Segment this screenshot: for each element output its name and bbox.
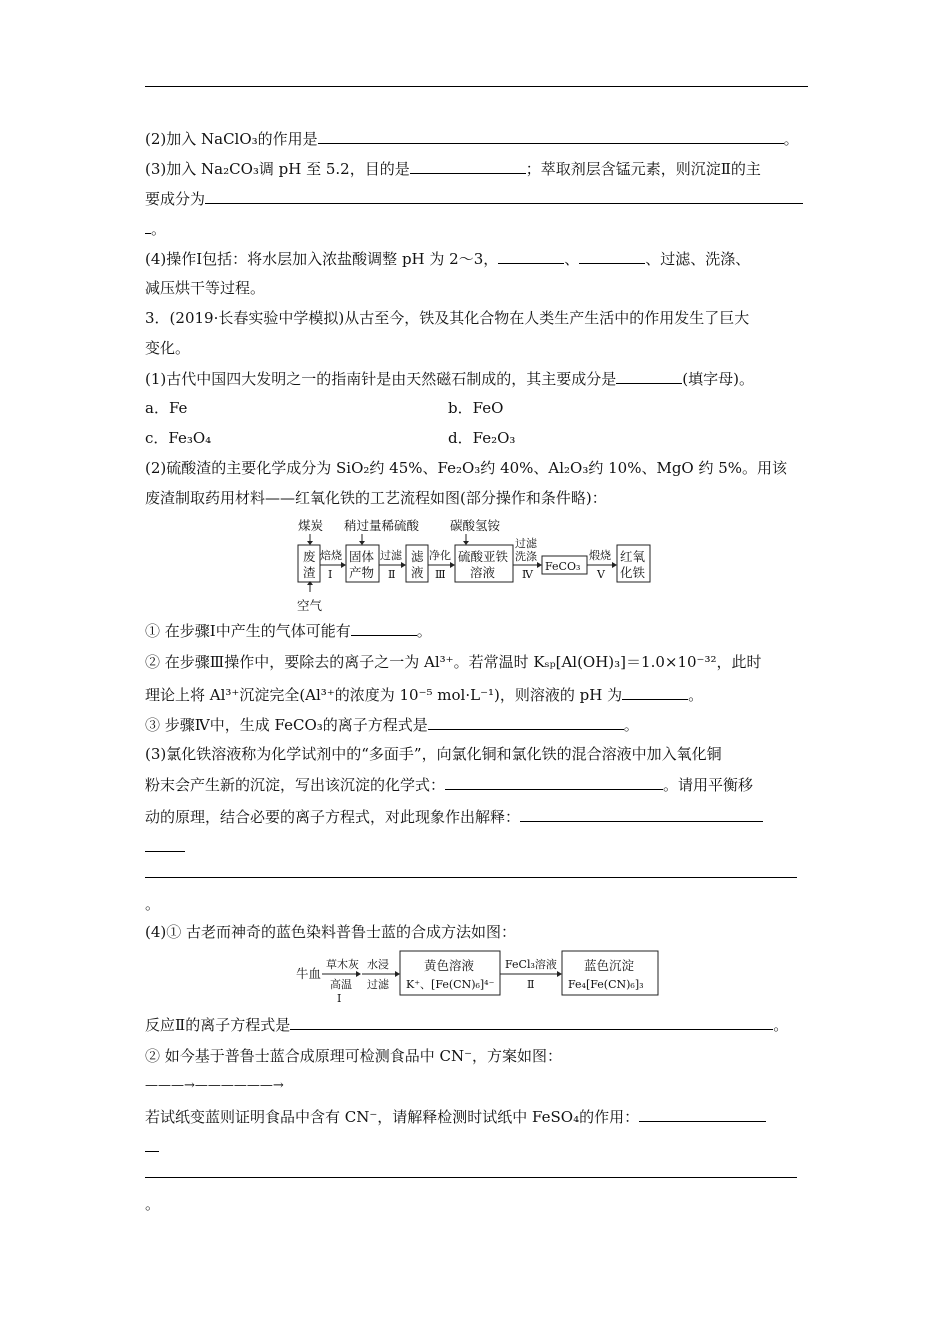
- answer-blank[interactable]: [445, 774, 663, 790]
- q2-text: (2)加入 NaClO₃的作用是: [145, 130, 318, 148]
- flow-label-acid: 稍过量稀硫酸: [344, 518, 420, 533]
- option-a: a．Fe: [145, 399, 188, 417]
- flow2-a2-top: 水浸: [367, 958, 389, 971]
- q3-intro-text-cont: 变化。: [145, 339, 191, 357]
- box-feso4-2: 溶液: [470, 565, 496, 580]
- q4-part2-text: ② 如今基于普鲁士蓝合成原理可检测食品中 CN⁻，方案如图：: [145, 1047, 563, 1065]
- answer-blank[interactable]: [145, 836, 185, 852]
- q3-period: 。: [151, 220, 167, 238]
- flow2-start: 牛血: [296, 966, 322, 981]
- step3-question-cont: [145, 684, 703, 705]
- flow2-a1-bot1: 高温: [330, 978, 352, 991]
- q3-part3: [145, 744, 722, 764]
- step1-question: [145, 620, 432, 641]
- q3-intro-text: 3．(2019·长春实验中学模拟)从古至今，铁及其化合物在人类生产生活中的作用发生了巨大: [145, 309, 750, 327]
- q3-part3-cont: [145, 774, 753, 795]
- arrow-filter: 过滤: [380, 549, 402, 562]
- answer-blank[interactable]: [520, 806, 763, 822]
- flow-label-nh4hco3: 碳酸氢铵: [450, 518, 501, 533]
- step4-text: ③ 步骤Ⅳ中，生成 FeCO₃的离子方程式是: [145, 716, 428, 734]
- answer-line[interactable]: [145, 1177, 797, 1178]
- q4-text: (4)操作Ⅰ包括：将水层加入浓盐酸调整 pH 为 2～3，: [145, 250, 499, 268]
- part1-text: (1)古代中国四大发明之一的指南针是由天然磁石制成的，其主要成分是: [145, 370, 617, 388]
- flow2-box1-l1: 黄色溶液: [424, 958, 475, 973]
- box-filtrate-2: 液: [411, 565, 424, 580]
- arrow-filter-step: Ⅱ: [388, 568, 396, 581]
- flow2-box1-l2: K⁺、[Fe(CN)₆]⁴⁻: [406, 978, 495, 991]
- answer-blank[interactable]: [428, 714, 624, 730]
- q4-part3: [145, 1106, 766, 1127]
- q2-text-end: 。: [783, 130, 799, 148]
- flow-label-coal: 煤炭: [298, 518, 324, 533]
- flow2-a2-bot: 过滤: [367, 978, 389, 991]
- arrow-purify-step: Ⅲ: [435, 568, 446, 581]
- arrow-filter2: 过滤: [515, 537, 537, 550]
- answer-blank[interactable]: [351, 620, 417, 636]
- q3-part4: [145, 922, 516, 942]
- box-filtrate-1: 滤: [411, 549, 424, 564]
- q4-part3-end: 。: [145, 1195, 161, 1213]
- box-feso4-1: 硫酸亚铁: [458, 549, 509, 564]
- flow2-box2-l1: 蓝色沉淀: [584, 958, 635, 973]
- flow2-a3-bot: Ⅱ: [527, 978, 535, 991]
- part4-text: (4)① 古老而神奇的蓝色染料普鲁士蓝的合成方法如图：: [145, 923, 517, 941]
- flow2-a3-top: FeCl₃溶液: [505, 958, 557, 971]
- box-red-1: 红氧: [620, 549, 646, 564]
- option-b: b．FeO: [448, 399, 504, 417]
- box-solid-1: 固体: [349, 549, 375, 564]
- option-d: d．Fe₂O₃: [448, 429, 516, 447]
- q4-text-cont: 减压烘干等过程。: [145, 279, 266, 297]
- step3-text-end: 。: [688, 686, 704, 704]
- box-solid-2: 产物: [349, 565, 375, 580]
- answer-line[interactable]: [145, 877, 797, 878]
- part3-text-end: 。请用平衡移: [663, 776, 754, 794]
- flow-label-air: 空气: [297, 598, 323, 613]
- q3-part3-explain: [145, 806, 763, 827]
- arrow-wash: 洗涤: [515, 550, 537, 563]
- box-waste-2: 渣: [303, 565, 316, 580]
- q4-sep: 、: [564, 250, 580, 268]
- q4-part3-blank-short: [145, 1136, 159, 1157]
- answer-blank[interactable]: [639, 1106, 766, 1122]
- box-feco3: FeCO₃: [545, 560, 581, 573]
- scheme-arrows: ———→——————→: [145, 1078, 284, 1093]
- step3-text: ② 在步骤Ⅲ操作中，要除去的离子之一为 Al³⁺。若常温时 Kₛₚ[Al(OH)₃]＝1.0×10⁻³²，此时: [145, 653, 762, 671]
- part2-text: (2)硫酸渣的主要化学成分为 SiO₂约 45%、Fe₂O₃约 40%、Al₂O₃约 10%、MgO 约 5%。用该: [145, 459, 788, 477]
- q4-text-end: 、过滤、洗涤、: [645, 250, 751, 268]
- arrow-step5: Ⅴ: [597, 568, 605, 581]
- arrow-step4: Ⅳ: [522, 568, 533, 581]
- step1-text: ① 在步骤Ⅰ中产生的气体可能有: [145, 622, 351, 640]
- flow2-a1-bot2: Ⅰ: [337, 992, 342, 1005]
- step1-text-end: 。: [416, 622, 432, 640]
- q3-part3-end: 。: [145, 895, 161, 913]
- flow2-a1-top: 草木灰: [326, 958, 359, 971]
- box-red-2: 化铁: [620, 565, 646, 580]
- part3-explain-text: 动的原理，结合必要的离子方程式，对此现象作出解释：: [145, 808, 521, 826]
- arrow-purify: 净化: [429, 549, 451, 562]
- reaction2-question: [145, 1014, 788, 1035]
- step4-question: [145, 714, 639, 735]
- option-c: c．Fe₃O₄: [145, 429, 212, 447]
- q3-text-mid: ；萃取剂层含锰元素，则沉淀Ⅱ的主: [525, 160, 761, 178]
- step3-text-cont: 理论上将 Al³⁺沉淀完全(Al³⁺的浓度为 10⁻⁵ mol·L⁻¹)，则溶液的 pH 为: [145, 686, 623, 704]
- answer-blank[interactable]: [622, 684, 688, 700]
- flow2-box2-l2: Fe₄[Fe(CN)₆]₃: [568, 978, 644, 991]
- reaction2-text-end: 。: [773, 1016, 789, 1034]
- arrow-calcine: 煅烧: [589, 549, 611, 562]
- part2-text-cont: 废渣制取药用材料——红氧化铁的工艺流程如图(部分操作和条件略)：: [145, 489, 607, 507]
- q4-part3-text: 若试纸变蓝则证明食品中含有 CN⁻，请解释检测时试纸中 FeSO₄的作用：: [145, 1108, 640, 1126]
- step4-text-end: 。: [623, 716, 639, 734]
- q3-text-cont: 要成分为: [145, 190, 206, 208]
- part3-text: (3)氯化铁溶液称为化学试剂中的“多面手”，向氯化铜和氯化铁的混合溶液中加入氧化铜: [145, 745, 722, 763]
- q4-part2: [145, 1046, 562, 1066]
- answer-blank[interactable]: [145, 1136, 159, 1152]
- part1-text-end: (填字母)。: [682, 370, 754, 388]
- step3-question: [145, 652, 761, 672]
- arrow-roast: 焙烧: [320, 549, 342, 562]
- q3-part3-blank-short: [145, 836, 185, 857]
- arrow-roast-step: Ⅰ: [328, 568, 333, 581]
- box-waste-1: 废: [303, 549, 316, 564]
- part3-text-cont: 粉末会产生新的沉淀，写出该沉淀的化学式：: [145, 776, 446, 794]
- answer-blank[interactable]: [290, 1014, 773, 1030]
- q3-text: (3)加入 Na₂CO₃调 pH 至 5.2，目的是: [145, 160, 410, 178]
- reaction2-text: 反应Ⅱ的离子方程式是: [145, 1016, 291, 1034]
